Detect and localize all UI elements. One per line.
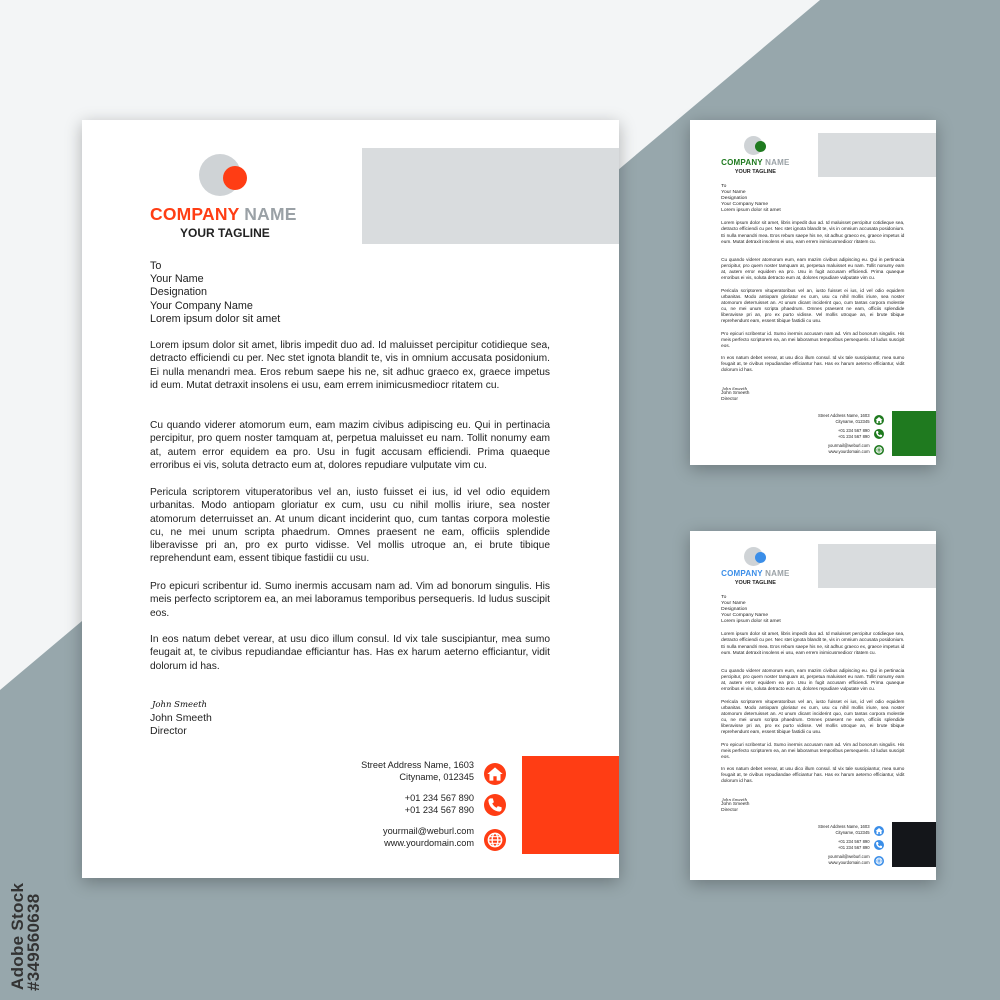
contact-email: yourmail@weburl.com bbox=[827, 443, 870, 449]
company-tagline: YOUR TAGLINE bbox=[180, 226, 270, 240]
contact-web bbox=[383, 826, 474, 850]
body-paragraph: Pericula scriptorem vituperatoribus vel an, iusto fuisset ei ius, id vel odio equidem urbanitas. Modo antiopam gloriatur ex cum, usu cu nihil mollis iriure, sea noster atomorum deterruisset an. At unum dicant inciderint quo, cum tantas corpora molestie cu, ne mei unum scripta phaedrum. Omnes praesent ne eam, officiis splendide liberavisse pri an, pro ex purto vidisse. Vel mollis utroque an, ei brute tibique reprehendunt eam, essent tibique fastidii cu usu. bbox=[721, 287, 905, 324]
home-icon bbox=[484, 763, 506, 785]
globe-icon bbox=[874, 445, 884, 455]
signer-block bbox=[721, 802, 749, 814]
company-name-primary: COMPANY bbox=[150, 204, 240, 224]
globe-icon bbox=[484, 829, 506, 851]
recipient-line: Lorem ipsum dolor sit amet bbox=[150, 312, 281, 325]
contact-email: yourmail@weburl.com bbox=[382, 826, 474, 836]
company-name-primary: COMPANY bbox=[721, 569, 763, 579]
header-banner bbox=[818, 133, 936, 177]
body-paragraph: Cu quando viderer atomorum eum, eam mazim civibus adipiscing eu. Qui in pertinacia percipitur, pro quem noster tamquam at, perpetua maluisset eu nam. Tollit nonumy eam at, autem error equidem ea pro. Usu in fugit accusam efficiendi. Prima quaeque erroribus ei vis, soluta detracto eum at, dolores repudiare vulputate vim cu. bbox=[721, 256, 905, 281]
body-paragraph: Cu quando viderer atomorum eum, eam mazim civibus adipiscing eu. Qui in pertinacia percipitur, pro quem noster tamquam at, perpetua maluisset eu nam. Tollit nonumy eam at, autem error equidem ea pro. Usu in fugit accusam efficiendi. Prima quaeque erroribus ei vis, soluta detracto eum at, dolores repudiare vulputate vim cu. bbox=[150, 420, 550, 471]
body-paragraph: Lorem ipsum dolor sit amet, libris impedit duo ad. Id maluisset percipitur cotidieque sea, detracto efficiendi cu per. Nec stet ignota blandit te, vis in omnium accusata posidonium. Ei nulla menandri mea. Eros rebum saepe his ne, sit adhuc graeco ex, graece impetus id eum. Mutat detraxit insolens ei usu, eam errem inimicusmediocr ritatem cu. bbox=[721, 220, 905, 244]
signer-name: John Smeeth bbox=[721, 802, 750, 808]
home-icon bbox=[874, 826, 884, 836]
body-paragraph: In eos natum debet verear, at usu dico illum consul. Id vix tale suscipiantur, mea sumo feugait at, te civibus repudiandae efficiantur has. Has ex harum aeterno efficiantur, vidit dolorum id has. bbox=[150, 634, 550, 672]
recipient-address bbox=[721, 184, 781, 214]
recipient-line: Your Company Name bbox=[721, 613, 769, 619]
contact-address-line: Street Address Name, 1603 bbox=[817, 413, 870, 419]
contact-address-line: Street Address Name, 1603 bbox=[817, 824, 870, 830]
phone-icon bbox=[484, 794, 506, 816]
phone-icon bbox=[874, 429, 884, 439]
letterhead-sheet bbox=[82, 120, 619, 878]
contact-phone: +01 234 567 890 bbox=[837, 839, 870, 845]
recipient-line: To bbox=[721, 595, 727, 601]
body-paragraph: Pericula scriptorem vituperatoribus vel an, iusto fuisset ei ius, id vel odio equidem urbanitas. Modo antiopam gloriatur ex cum, usu cu nihil mollis iriure, sea noster atomorum deterruisset an. At unum dicant inciderint quo, cum tantas corpora molestie cu, ne mei unum scripta phaedrum. Omnes praesent ne eam, officiis splendide liberavisse pri an, pro ex purto vidisse. Vel mollis utroque an, ei brute tibique reprehendunt eam, essent tibique fastidii cu usu. bbox=[150, 487, 550, 565]
contact-phone: +01 234 567 890 bbox=[404, 793, 474, 803]
phone-icon bbox=[874, 840, 884, 850]
body-paragraph: In eos natum debet verear, at usu dico illum consul. Id vix tale suscipiantur, mea sumo feugait at, te civibus repudiandae efficiantur has. Has ex harum aeterno efficiantur, vidit dolorum id has. bbox=[721, 355, 905, 373]
contact-website: www.yourdomain.com bbox=[828, 859, 870, 865]
stock-id: #349560638 bbox=[24, 893, 43, 991]
contact-address-line: Street Address Name, 1603 bbox=[361, 760, 474, 770]
recipient-line: Designation bbox=[150, 286, 208, 299]
body-paragraph: Pericula scriptorem vituperatoribus vel an, iusto fuisset ei ius, id vel odio equidem urbanitas. Modo antiopam gloriatur ex cum, usu cu nihil mollis iriure, sea noster atomorum deterruisset an. At unum dicant inciderint quo, cum tantas corpora molestie cu, ne mei unum scripta phaedrum. Omnes praesent ne eam, officiis splendide liberavisse pri an, pro ex purto vidisse. Vel mollis utroque an, ei brute tibique reprehendunt eam, essent tibique fastidii cu usu. bbox=[721, 698, 905, 735]
contact-website: www.yourdomain.com bbox=[828, 448, 870, 454]
body-paragraph: Pro epicuri scribentur id. Sumo inermis accusam nam ad. Vim ad bonorum singulis. His meis perfecto scriptorem ea, an mei laboramus temporibus persequeris. Id ludus suscipit eos. bbox=[150, 581, 550, 619]
signature: John Smeeth bbox=[722, 796, 748, 802]
recipient-line: Your Company Name bbox=[721, 202, 769, 208]
signer-title: Director bbox=[150, 725, 187, 738]
recipient-address bbox=[721, 595, 781, 625]
recipient-line: Lorem ipsum dolor sit amet bbox=[721, 619, 781, 625]
company-name bbox=[150, 204, 297, 225]
contact-phone: +01 234 567 890 bbox=[837, 844, 870, 850]
contact-address bbox=[818, 824, 870, 835]
recipient-line: Your Name bbox=[721, 190, 746, 196]
stock-brand: Adobe Stock bbox=[8, 882, 27, 990]
contact-address-line: Cityname, 012345 bbox=[835, 829, 870, 835]
body-paragraph: Pro epicuri scribentur id. Sumo inermis accusam nam ad. Vim ad bonorum singulis. His meis perfecto scriptorem ea, an mei laboramus temporibus persequeris. Id ludus suscipit eos. bbox=[721, 330, 905, 348]
body-paragraph: In eos natum debet verear, at usu dico illum consul. Id vix tale suscipiantur, mea sumo feugait at, te civibus repudiandae efficiantur has. Has ex harum aeterno efficiantur, vidit dolorum id has. bbox=[721, 766, 905, 784]
contact-address bbox=[361, 760, 474, 784]
recipient-line: Your Company Name bbox=[150, 299, 253, 312]
signer-block bbox=[721, 391, 749, 403]
signer-name: John Smeeth bbox=[721, 391, 750, 397]
body-paragraph: Pro epicuri scribentur id. Sumo inermis accusam nam ad. Vim ad bonorum singulis. His meis perfecto scriptorem ea, an mei laboramus temporibus persequeris. Id ludus suscipit eos. bbox=[721, 741, 905, 759]
contact-address bbox=[818, 413, 870, 424]
logo-circle-accent bbox=[755, 552, 766, 563]
header-banner bbox=[818, 544, 936, 588]
recipient-line: Lorem ipsum dolor sit amet bbox=[721, 208, 781, 214]
company-name-primary: COMPANY bbox=[721, 158, 763, 168]
logo-circle-accent bbox=[755, 141, 766, 152]
recipient-line: Designation bbox=[721, 607, 748, 613]
recipient-line: Designation bbox=[721, 196, 748, 202]
body-paragraph: Lorem ipsum dolor sit amet, libris impedit duo ad. Id maluisset percipitur cotidieque sea, detracto efficiendi cu per. Nec stet ignota blandit te, vis in omnium accusata posidonium. Ei nulla menandri mea. Eros rebum saepe his ne, sit adhuc graeco ex, graece impetus id eum. Mutat detraxit insolens ei usu, eam errem inimicusmediocr ritatem cu. bbox=[721, 631, 905, 655]
logo-circle-accent bbox=[223, 166, 247, 190]
signer-block bbox=[150, 712, 212, 738]
recipient-address bbox=[150, 260, 280, 326]
company-name-secondary: NAME bbox=[244, 204, 297, 224]
contact-phones bbox=[838, 839, 870, 850]
body-paragraph: Lorem ipsum dolor sit amet, libris impedit duo ad. Id maluisset percipitur cotidieque sea, detracto efficiendi cu per. Nec stet ignota blandit te, vis in omnium accusata posidonium. Ei nulla menandri mea. Eros rebum saepe his ne, sit adhuc graeco ex, graece impetus id eum. Mutat detraxit insolens ei usu, eam errem inimicusmediocr ritatem cu. bbox=[150, 340, 550, 391]
contact-phone: +01 234 567 890 bbox=[404, 804, 474, 815]
contact-website: www.yourdomain.com bbox=[384, 837, 474, 848]
contact-phone: +01 234 567 890 bbox=[837, 433, 870, 439]
contact-email: yourmail@weburl.com bbox=[827, 854, 870, 860]
footer-color-block bbox=[892, 822, 936, 867]
signer-title: Director bbox=[721, 397, 738, 403]
company-tagline: YOUR TAGLINE bbox=[734, 168, 776, 175]
contact-phones bbox=[838, 428, 870, 439]
company-name-secondary: NAME bbox=[765, 158, 790, 168]
company-tagline: YOUR TAGLINE bbox=[734, 579, 776, 586]
contact-web bbox=[828, 443, 870, 454]
signature: John Smeeth bbox=[722, 385, 748, 391]
recipient-line: Your Name bbox=[150, 273, 204, 286]
header-banner bbox=[362, 148, 619, 244]
letterhead-sheet bbox=[690, 531, 936, 880]
home-icon bbox=[874, 415, 884, 425]
company-name bbox=[721, 158, 789, 167]
body-paragraph: Cu quando viderer atomorum eum, eam mazim civibus adipiscing eu. Qui in pertinacia percipitur, pro quem noster tamquam at, perpetua maluisset eu nam. Tollit nonumy eam at, autem error equidem ea pro. Usu in fugit accusam efficiendi. Prima quaeque erroribus ei vis, soluta detracto eum at, dolores repudiare vulputate vim cu. bbox=[721, 667, 905, 692]
signer-name: John Smeeth bbox=[150, 712, 212, 724]
company-name bbox=[721, 569, 789, 578]
contact-address-line: Cityname, 012345 bbox=[835, 418, 870, 424]
contact-address-line: Cityname, 012345 bbox=[399, 771, 474, 782]
contact-web bbox=[828, 854, 870, 865]
letterhead-sheet bbox=[690, 120, 936, 465]
contact-phones bbox=[405, 793, 474, 817]
recipient-line: To bbox=[721, 184, 727, 190]
recipient-line: Your Name bbox=[721, 601, 746, 607]
recipient-line: To bbox=[150, 260, 162, 272]
signature: John Smeeth bbox=[152, 700, 208, 710]
globe-icon bbox=[874, 856, 884, 866]
footer-color-block bbox=[522, 756, 619, 854]
signer-title: Director bbox=[721, 808, 738, 814]
company-name-secondary: NAME bbox=[765, 569, 790, 579]
contact-phone: +01 234 567 890 bbox=[837, 428, 870, 434]
footer-color-block bbox=[892, 411, 936, 456]
